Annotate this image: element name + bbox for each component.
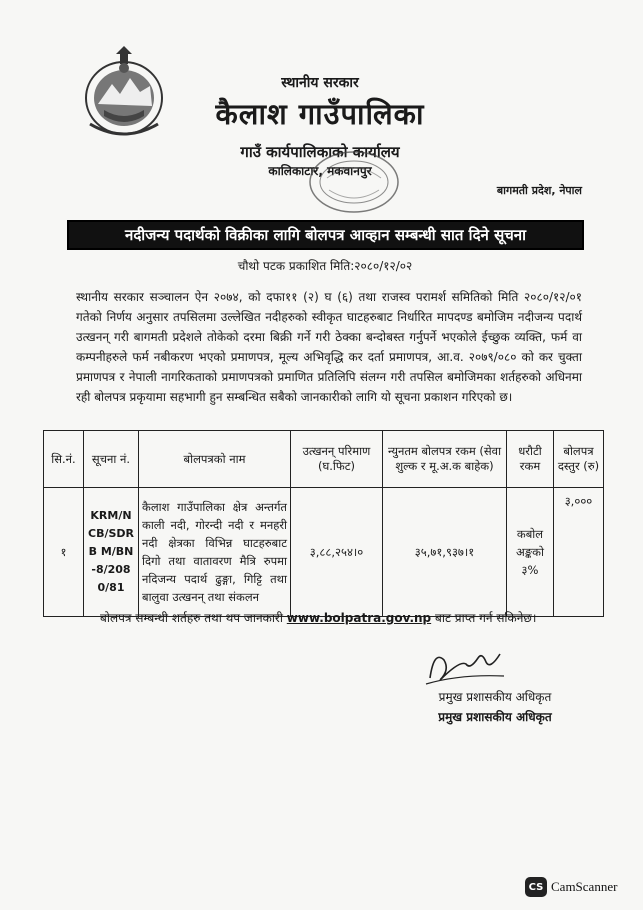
col-header-notice-no: सूचना नं.: [84, 431, 139, 488]
cell-min-bid: ३५,७१,९३७।१: [383, 488, 507, 617]
cell-notice-no: KRM/NCB/SDRB M/BN-8/2080/81: [84, 488, 139, 617]
office-stamp-icon: [305, 148, 403, 216]
col-header-min-bid: न्युनतम बोलपत्र रकम (सेवा शुल्क र मू.अ.क बाहेक): [383, 431, 507, 488]
handwritten-signature-icon: [420, 640, 510, 690]
tender-table: [43, 430, 604, 617]
table-header-row: [44, 431, 604, 488]
cell-deposit: कबोल अङ्कको ३%: [507, 488, 554, 617]
footer-text-post: बाट प्राप्त गर्न सकिनेछ।: [434, 611, 537, 625]
cell-sn: १: [44, 488, 84, 617]
notice-title-banner: नदीजन्य पदार्थको विक्रीका लागि बोलपत्र आव्हान सम्बन्धी सात दिने सूचना: [67, 220, 584, 250]
camscanner-watermark: [525, 877, 643, 897]
signatory-title: प्रमुख प्रशासकीय अधिकृत: [438, 690, 552, 704]
cell-fee: ३,०००: [554, 488, 604, 617]
published-date: चौथो पटक प्रकाशित मिति:२०८०/१२/०२: [237, 259, 413, 273]
office-name: गाउँ कार्यपालिकाको कार्यालय: [240, 143, 400, 161]
col-header-fee: बोलपत्र दस्तुर (रु): [554, 431, 604, 488]
office-address: कालिकाटार, मकवानपुर: [268, 164, 372, 178]
signatory-title-stamp: प्रमुख प्रशासकीय अधिकृत: [438, 710, 552, 724]
col-header-sn: सि.नं.: [44, 431, 84, 488]
cell-name: कैलाश गाउँपालिका क्षेत्र अन्तर्गत काली नदी, गोरन्दी नदी र मनहरी नदी क्षेत्रका विभिन्न घाटहरुबाट दिगो तथा वातावरण मैत्रि रुपमा नदिजन्य पदार्थ ढुङ्गा, गिट्टि तथा बालुवा उत्खनन् तथा संकलन: [139, 488, 291, 617]
camscanner-text: CamScanner: [551, 879, 618, 894]
footer-text-pre: बोलपत्र सम्बन्धी शर्तहरु तथा थप जानकारी: [100, 611, 283, 625]
table-row: [44, 488, 604, 617]
notice-body: स्थानीय सरकार सञ्चालन ऐन २०७४, को दफा११ (२) घ (६) तथा राजस्व परामर्श समितिको मिति २०८०/१२/०१ गतेको निर्णय अनुसार तपसिलमा उल्लेखित नदीहरुको स्वीकृत घाटहरुबाट निर्धारित मापदण्ड बमोजिम नदीजन्य पदार्थ उत्खनन् गरी बागमती प्रदेशले तोकेको दरमा बिक्री गर्ने गरी ठेक्का बन्दोबस्त गर्नुपर्ने भएकोले ईच्छुक व्यक्ति, फर्म वा कम्पनीहरुले फर्म नबीकरण भएको प्रमाणपत्र, मूल्य अभिवृद्धि कर दर्ता प्रमाणपत्र, आ.व. २०७९/०८० को कर चुक्ता प्रमाणपत्र र नेपाली नागरिकताको प्रमाणपत्रको प्रमाणित प्रतिलिपि संलग्न गरी तपसिल बमोजिमका शर्तहरुको अधिनमा रही बोलपत्र प्रकृयामा सहभागी हुन सम्बन्धित सबैको जानकारीको लागि यो सूचना प्रकाशन गरिएको छ।: [76, 290, 582, 404]
bolpatra-link[interactable]: www.bolpatra.gov.np: [286, 611, 432, 625]
municipality-title: कैलाश गाउँपालिका: [215, 97, 425, 131]
province-label: बागमती प्रदेश, नेपाल: [496, 184, 582, 197]
cell-quantity: ३,८८,२५४।०: [291, 488, 383, 617]
col-header-name: बोलपत्रको नाम: [139, 431, 291, 488]
camscanner-logo-icon: CS: [525, 877, 547, 897]
col-header-deposit: धरौटी रकम: [507, 431, 554, 488]
col-header-quantity: उत्खनन् परिमाण (घ.फिट): [291, 431, 383, 488]
header-local-government: स्थानीय सरकार: [281, 75, 359, 91]
footer-note: [100, 609, 560, 626]
